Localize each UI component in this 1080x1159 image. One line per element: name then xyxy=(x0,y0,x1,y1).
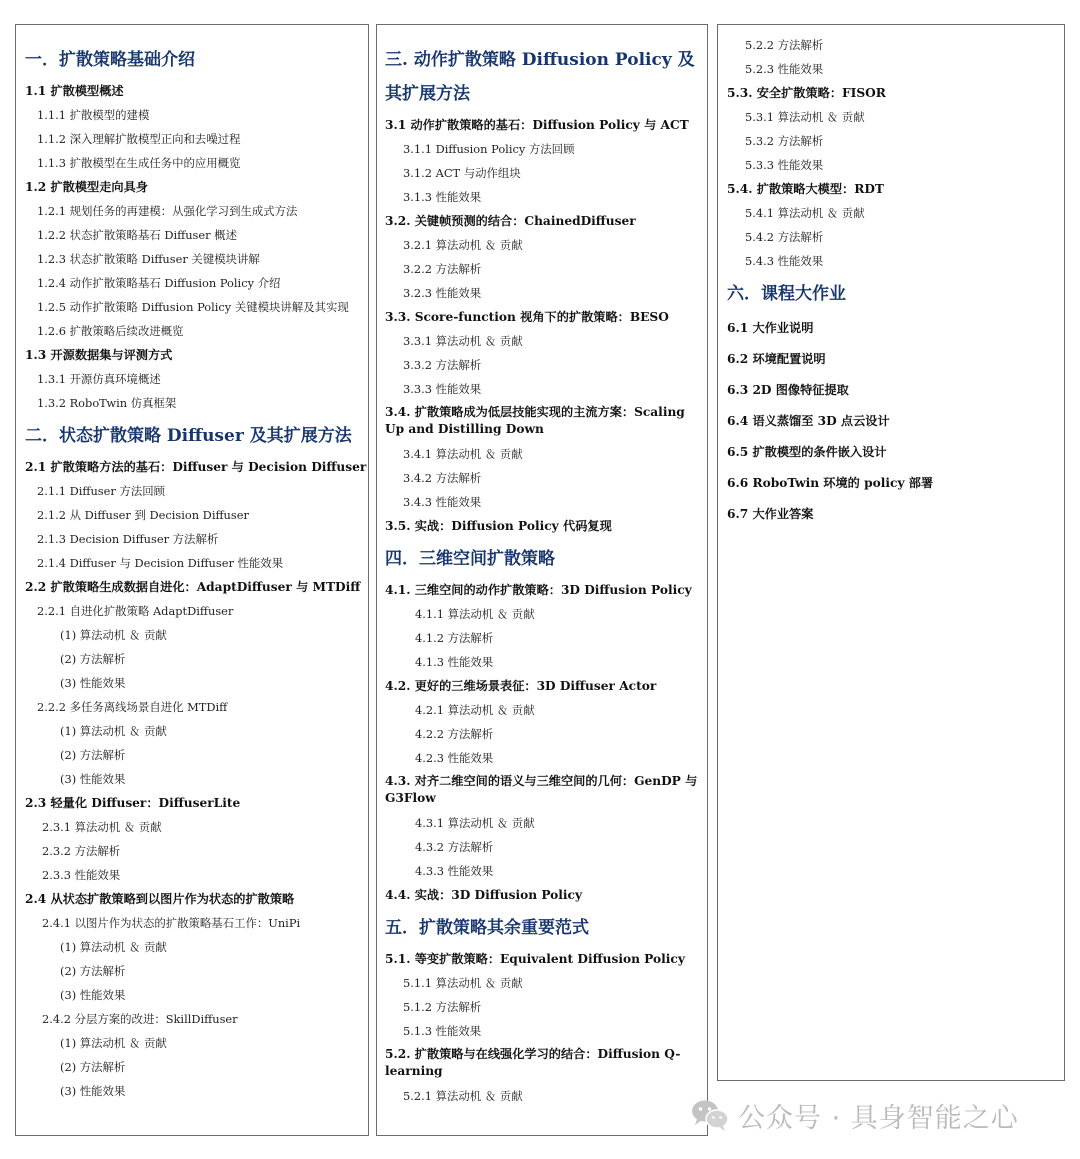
subsection-heading: 4.1. 三维空间的动作扩散策略：3D Diffusion Policy xyxy=(385,583,692,597)
toc-item: 2.3.1 算法动机 ＆ 贡献 xyxy=(42,820,162,834)
toc-subitem: (3) 性能效果 xyxy=(60,1084,126,1098)
subsection-heading: 4.2. 更好的三维场景表征：3D Diffuser Actor xyxy=(385,679,657,693)
toc-item: 2.2.1 自进化扩散策略 AdaptDiffuser xyxy=(37,604,234,618)
toc-subitem: (2) 方法解析 xyxy=(60,652,126,666)
subsection-heading: 5.1. 等变扩散策略：Equivalent Diffusion Policy xyxy=(385,952,685,966)
subsection-heading: 2.1 扩散策略方法的基石：Diffuser 与 Decision Diffuser xyxy=(25,460,367,474)
toc-item: 4.3.2 方法解析 xyxy=(415,840,494,854)
toc-item: 4.2.3 性能效果 xyxy=(415,751,494,765)
subsection-heading: 6.1 大作业说明 xyxy=(727,321,814,335)
subsection-heading: 6.6 RoboTwin 环境的 policy 部署 xyxy=(727,476,934,490)
toc-item: 3.4.3 性能效果 xyxy=(403,495,482,509)
toc-item: 3.2.1 算法动机 ＆ 贡献 xyxy=(403,238,523,252)
subsection-heading: 1.3 开源数据集与评测方式 xyxy=(25,348,173,362)
toc-item: 3.3.2 方法解析 xyxy=(403,358,482,372)
toc-item: 1.2.4 动作扩散策略基石 Diffusion Policy 介绍 xyxy=(37,276,281,290)
subsection-heading: 6.4 语义蒸馏至 3D 点云设计 xyxy=(727,414,890,428)
toc-item: 1.2.2 状态扩散策略基石 Diffuser 概述 xyxy=(37,228,237,242)
toc-column-2 xyxy=(376,24,708,1136)
toc-item: 2.1.1 Diffuser 方法回顾 xyxy=(37,484,166,498)
toc-item: 3.1.3 性能效果 xyxy=(403,190,482,204)
toc-item: 1.1.2 深入理解扩散模型正向和去噪过程 xyxy=(37,132,241,146)
section-heading: 五．扩散策略其余重要范式 xyxy=(385,918,589,938)
toc-item: 3.3.1 算法动机 ＆ 贡献 xyxy=(403,334,523,348)
toc-item: 5.4.2 方法解析 xyxy=(745,230,824,244)
toc-subitem: (3) 性能效果 xyxy=(60,676,126,690)
section-heading: 二．状态扩散策略 Diffuser 及其扩展方法 xyxy=(25,426,352,446)
subsection-heading: 4.3. 对齐二维空间的语义与三维空间的几何：GenDP 与 G3Flow xyxy=(385,774,698,805)
subsection-heading: 5.3. 安全扩散策略：FISOR xyxy=(727,86,886,100)
section-heading: 一．扩散策略基础介绍 xyxy=(25,50,195,70)
toc-item: 5.3.2 方法解析 xyxy=(745,134,824,148)
toc-item: 2.2.2 多任务离线场景自进化 MTDiff xyxy=(37,700,228,714)
toc-item: 1.2.3 状态扩散策略 Diffuser 关键模块讲解 xyxy=(37,252,260,266)
toc-subitem: (1) 算法动机 ＆ 贡献 xyxy=(60,1036,167,1050)
toc-item: 2.4.1 以图片作为状态的扩散策略基石工作：UniPi xyxy=(42,916,301,930)
toc-item: 1.1.3 扩散模型在生成任务中的应用概览 xyxy=(37,156,241,170)
toc-subitem: (1) 算法动机 ＆ 贡献 xyxy=(60,940,167,954)
section-heading: 六．课程大作业 xyxy=(727,284,846,304)
toc-item: 5.1.3 性能效果 xyxy=(403,1024,482,1038)
subsection-heading: 3.4. 扩散策略成为低层技能实现的主流方案：Scaling Up and Distilling Down xyxy=(385,405,685,436)
subsection-heading: 3.5. 实战：Diffusion Policy 代码复现 xyxy=(385,519,612,533)
toc-column-1 xyxy=(15,24,369,1136)
subsection-heading: 4.4. 实战：3D Diffusion Policy xyxy=(385,888,583,902)
toc-subitem: (3) 性能效果 xyxy=(60,988,126,1002)
subsection-heading: 3.2. 关键帧预测的结合：ChainedDiffuser xyxy=(385,214,636,228)
toc-item: 1.3.2 RoboTwin 仿真框架 xyxy=(37,396,177,410)
subsection-heading: 6.5 扩散模型的条件嵌入设计 xyxy=(727,445,887,459)
toc-item: 5.1.2 方法解析 xyxy=(403,1000,482,1014)
toc-subitem: (3) 性能效果 xyxy=(60,772,126,786)
subsection-heading: 6.2 环境配置说明 xyxy=(727,352,826,366)
subsection-heading: 2.3 轻量化 Diffuser：DiffuserLite xyxy=(25,796,241,810)
toc-item: 3.4.2 方法解析 xyxy=(403,471,482,485)
toc-item: 2.3.3 性能效果 xyxy=(42,868,121,882)
toc-item: 3.1.1 Diffusion Policy 方法回顾 xyxy=(403,142,575,156)
subsection-heading: 5.4. 扩散策略大模型：RDT xyxy=(727,182,884,196)
toc-item: 1.2.1 规划任务的再建模：从强化学习到生成式方法 xyxy=(37,204,298,218)
toc-item: 5.1.1 算法动机 ＆ 贡献 xyxy=(403,976,523,990)
toc-subitem: (2) 方法解析 xyxy=(60,748,126,762)
subsection-heading: 3.1 动作扩散策略的基石：Diffusion Policy 与 ACT xyxy=(385,118,689,132)
toc-subitem: (2) 方法解析 xyxy=(60,1060,126,1074)
toc-item: 2.1.4 Diffuser 与 Decision Diffuser 性能效果 xyxy=(37,556,284,570)
subsection-heading: 2.2 扩散策略生成数据自进化：AdaptDiffuser 与 MTDiff xyxy=(25,580,361,594)
wechat-icon xyxy=(690,1098,730,1132)
toc-item: 5.3.1 算法动机 ＆ 贡献 xyxy=(745,110,865,124)
toc-item: 5.4.3 性能效果 xyxy=(745,254,824,268)
toc-item: 3.1.2 ACT 与动作组块 xyxy=(403,166,521,180)
subsection-heading: 6.7 大作业答案 xyxy=(727,507,814,521)
section-heading: 四．三维空间扩散策略 xyxy=(385,549,555,569)
toc-item: 3.2.3 性能效果 xyxy=(403,286,482,300)
subsection-heading: 1.2 扩散模型走向具身 xyxy=(25,180,148,194)
toc-item: 4.1.2 方法解析 xyxy=(415,631,494,645)
toc-item: 4.2.2 方法解析 xyxy=(415,727,494,741)
toc-subitem: (1) 算法动机 ＆ 贡献 xyxy=(60,724,167,738)
toc-item: 2.4.2 分层方案的改进：SkillDiffuser xyxy=(42,1012,238,1026)
toc-subitem: (2) 方法解析 xyxy=(60,964,126,978)
toc-item: 3.3.3 性能效果 xyxy=(403,382,482,396)
subsection-heading: 1.1 扩散模型概述 xyxy=(25,84,124,98)
toc-item: 5.4.1 算法动机 ＆ 贡献 xyxy=(745,206,865,220)
toc-item: 1.3.1 开源仿真环境概述 xyxy=(37,372,161,386)
subsection-heading: 3.3. Score-function 视角下的扩散策略：BESO xyxy=(385,310,669,324)
toc-item: 3.2.2 方法解析 xyxy=(403,262,482,276)
toc-item: 4.2.1 算法动机 ＆ 贡献 xyxy=(415,703,535,717)
toc-item: 5.2.1 算法动机 ＆ 贡献 xyxy=(403,1089,523,1103)
toc-item: 5.2.2 方法解析 xyxy=(745,38,824,52)
toc-item: 4.1.1 算法动机 ＆ 贡献 xyxy=(415,607,535,621)
toc-item: 2.1.2 从 Diffuser 到 Decision Diffuser xyxy=(37,508,249,522)
watermark-text: 公众号 · 具身智能之心 xyxy=(738,1102,1019,1134)
toc-item: 5.3.3 性能效果 xyxy=(745,158,824,172)
watermark xyxy=(690,1093,1060,1137)
subsection-heading: 5.2. 扩散策略与在线强化学习的结合：Diffusion Q-learning xyxy=(385,1047,681,1078)
section-heading: 三. 动作扩散策略 Diffusion Policy 及其扩展方法 xyxy=(385,50,695,104)
toc-item: 2.1.3 Decision Diffuser 方法解析 xyxy=(37,532,219,546)
subsection-heading: 2.4 从状态扩散策略到以图片作为状态的扩散策略 xyxy=(25,892,295,906)
toc-item: 3.4.1 算法动机 ＆ 贡献 xyxy=(403,447,523,461)
subsection-heading: 6.3 2D 图像特征提取 xyxy=(727,383,849,397)
toc-subitem: (1) 算法动机 ＆ 贡献 xyxy=(60,628,167,642)
toc-item: 1.2.6 扩散策略后续改进概览 xyxy=(37,324,184,338)
toc-item: 4.3.1 算法动机 ＆ 贡献 xyxy=(415,816,535,830)
toc-item: 4.1.3 性能效果 xyxy=(415,655,494,669)
toc-item: 5.2.3 性能效果 xyxy=(745,62,824,76)
toc-column-3 xyxy=(717,24,1065,1081)
toc-item: 4.3.3 性能效果 xyxy=(415,864,494,878)
toc-item: 1.1.1 扩散模型的建模 xyxy=(37,108,150,122)
toc-item: 2.3.2 方法解析 xyxy=(42,844,121,858)
toc-item: 1.2.5 动作扩散策略 Diffusion Policy 关键模块讲解及其实现 xyxy=(37,300,349,314)
